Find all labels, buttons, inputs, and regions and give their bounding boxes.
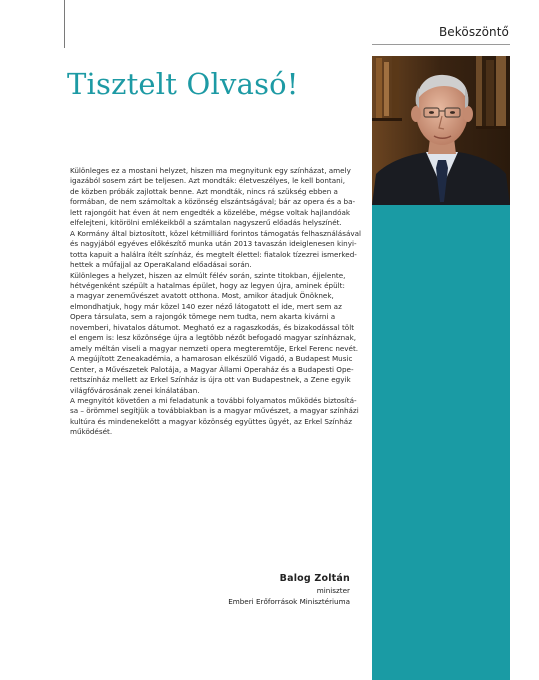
signature-name: Balog Zoltán (279, 573, 350, 584)
body-line: A megújított Zeneakadémia, a hamarosan elkészülő Vigadó, a Budapest Music (70, 354, 353, 364)
body-line: amely méltán viseli a magyar nemzeti opera megteremtője, Erkel Ferenc nevét. (70, 343, 359, 353)
body-line: formában, de nem számoltak a közönség elszántságával; bár az opera és a ba- (70, 197, 356, 207)
body-line: rettszínház mellett az Erkel Színház is újra ott van Budapestnek, a Zene egyik (70, 375, 351, 385)
body-line: A megnyitót követően a mi feladatunk a további folyamatos működés biztosítá- (70, 395, 357, 405)
accent-bar (372, 205, 510, 680)
body-line: totta kapuit a halálra ítélt színház, és megtelt élettel: fiatalok tízezrei ismerked- (70, 249, 357, 259)
body-line: Opera társulata, sem a rajongók tömege nem tudta, nem akarta kivárni a (70, 312, 336, 322)
body-line: a magyar zeneművészet avatott otthona. Most, amikor átadjuk Önöknek, (70, 291, 334, 301)
portrait-photo (372, 56, 510, 205)
body-line: Center, a Művészetek Palotája, a Magyar Állami Operaház és a Budapesti Ope- (70, 364, 354, 374)
body-line: kultúra és mindenekelőtt a magyar közönség együttes ügyét, az Erkel Színház (70, 416, 352, 426)
page-title: Tisztelt Olvasó! (67, 67, 299, 101)
section-label: Beköszöntő (438, 25, 509, 39)
body-line: de közben próbák zajlottak benne. Azt mondták, nincs rá szükség ebben a (70, 186, 338, 196)
header-rule (372, 44, 510, 45)
portrait-illustration (372, 56, 510, 205)
body-line: novemberi, hivatalos dátumot. Megható ez a ragaszkodás, és bizakodással tölt (70, 322, 355, 332)
body-line: elmondhatjuk, hogy már közel 140 ezer néző látogatott el ide, mert sem az (70, 301, 342, 311)
body-line: működését. (70, 427, 113, 437)
body-line: igazából sosem zárt be teljesen. Azt mondták: életveszélyes, le kell bontani, (70, 176, 345, 186)
body-line: elfelejteni, kitörölni emlékeikből a számtalan nagyszerű előadás helyszínét. (70, 218, 342, 228)
signature-block (228, 572, 350, 607)
body-line: Különleges ez a mostani helyzet, hiszen ma megnyitunk egy színházat, amely (70, 166, 351, 175)
body-line: és nagyjából egyéves előkészítő munka után 2013 tavaszán ideiglenesen kinyi- (70, 239, 357, 249)
body-line: lett rajongóit hat éven át nem engedték a közelébe, mégse voltak hajlandóak (70, 207, 351, 217)
body-line: hettek a műfajjal az OperaKaland előadásai során. (70, 260, 252, 270)
body-line: el engem is: lesz közönsége újra a legtöbb nézőt befogadó magyar színháznak, (70, 333, 357, 343)
body-line: hétvégenként szépült a hatalmas épület, hogy az legyen újra, aminek épült: (70, 280, 345, 290)
signature-role: miniszter (316, 586, 350, 595)
signature-organization: Emberi Erőforrások Minisztériuma (228, 597, 350, 606)
margin-line (64, 0, 65, 48)
body-line: sa – örömmel segítjük a továbbiakban is a magyar művészet, a magyar színházi (70, 406, 359, 416)
body-line: világfővárosának zenei kínálatában. (70, 385, 200, 395)
letter-body (70, 166, 366, 438)
body-line: A Kormány által biztosított, közel kétmilliárd forintos támogatás felhasználásával (70, 228, 362, 238)
body-line: Különleges a helyzet, hiszen az elmúlt félév során, szinte titokban, éjjelente, (70, 270, 346, 280)
